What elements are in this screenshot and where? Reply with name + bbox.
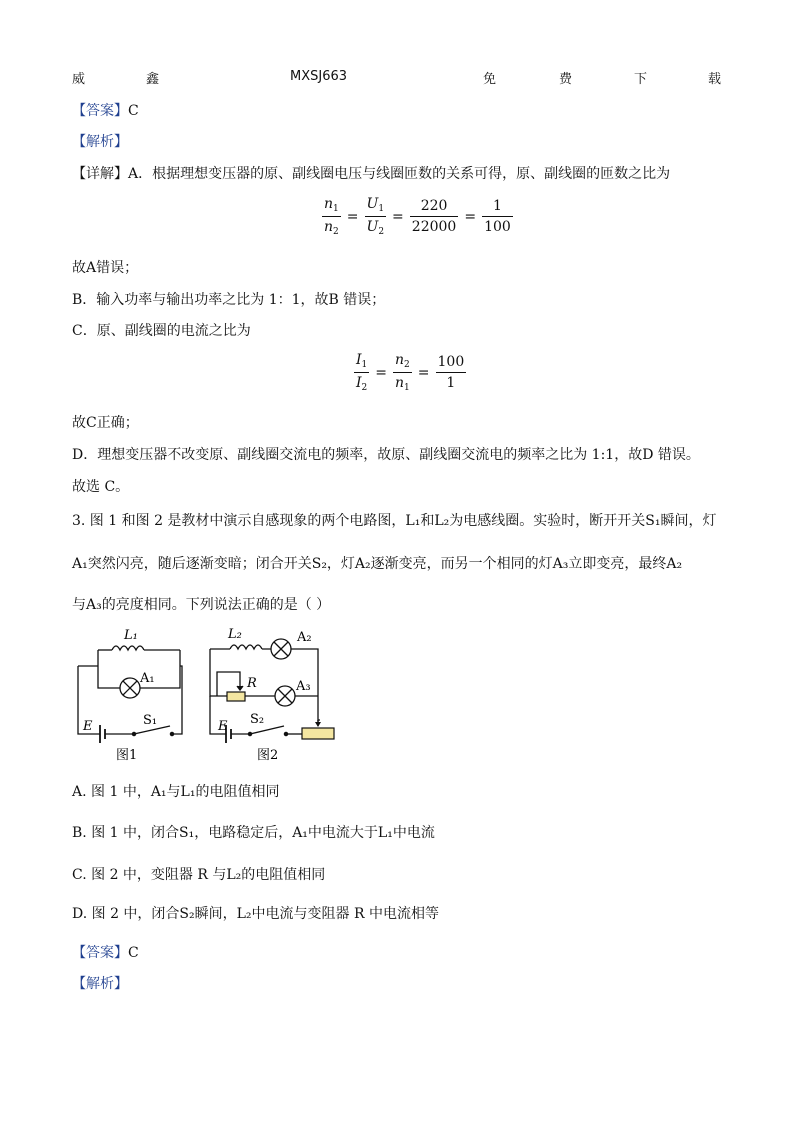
- label-L2: L₂: [228, 627, 242, 642]
- label-E1: E: [83, 719, 93, 734]
- rheostat-resistor: [227, 692, 245, 701]
- fraction: $\frac{220}{22000}$: [411, 198, 457, 235]
- fraction: $\frac{100}{1}$: [437, 354, 465, 391]
- header-char: 费: [559, 72, 573, 87]
- label-A3: A₃: [296, 679, 311, 694]
- detail-label: 【详解】: [72, 166, 128, 182]
- detail-line: [72, 163, 670, 183]
- figure2-caption: 图2: [257, 748, 279, 763]
- analysis-label: 【解析】: [72, 976, 128, 992]
- question-text: A₁突然闪亮，随后逐渐变暗；闭合开关S₂，灯A₂逐渐变亮，而另一个相同的灯A₃立即变亮，最终A₂: [72, 556, 683, 572]
- text-line: B．输入功率与输出功率之比为 1：1，故B 错误；: [72, 292, 386, 308]
- header-char: 下: [634, 72, 648, 87]
- circuit-figures: [70, 622, 350, 764]
- detail-text: A．根据理想变压器的原、副线圈电压与线圈匝数的关系可得，原、副线圈的匝数之比为: [128, 166, 671, 182]
- fraction: $\frac{I_1}{I_2}$: [356, 352, 368, 393]
- label-S1: S₁: [143, 713, 158, 728]
- label-R: R: [247, 676, 257, 691]
- fraction: $\frac{1}{100}$: [484, 198, 511, 235]
- header-char: 鑫: [146, 72, 160, 87]
- answer-value: C: [128, 945, 139, 961]
- analysis-label: 【解析】: [72, 134, 128, 150]
- label-L1: L₁: [124, 628, 138, 643]
- header-char: 载: [708, 72, 722, 87]
- text-line: 故选 C。: [72, 479, 130, 495]
- equation-turns-ratio: $\frac{n_1}{n_2}$ = $\frac{U_1}{U_2}$ = $\frac{220}{22000}$ = $\frac{1}{100}$: [324, 196, 511, 237]
- label-S2: S₂: [250, 712, 265, 727]
- label-A2: A₂: [297, 630, 312, 645]
- text-line: 故A错误；: [72, 260, 139, 276]
- text-line: 故C正确；: [72, 415, 139, 431]
- header-code: MXSJ663: [290, 69, 348, 84]
- option-a: A. 图 1 中，A₁与L₁的电阻值相同: [72, 784, 280, 800]
- text-line: C．原、副线圈的电流之比为: [72, 323, 251, 339]
- option-c: C. 图 2 中，变阻器 R 与L₂的电阻值相同: [72, 867, 326, 883]
- fraction: $\frac{n_1}{n_2}$: [324, 196, 339, 237]
- answer-line: [72, 100, 139, 120]
- header-char: 威: [72, 72, 86, 87]
- option-b: B. 图 1 中，闭合S₁，电路稳定后，A₁中电流大于L₁中电流: [72, 825, 435, 841]
- label-A1: A₁: [140, 671, 155, 686]
- answer-label: 【答案】: [72, 103, 128, 119]
- slide-rheostat: [302, 728, 334, 739]
- fraction: $\frac{U_1}{U_2}$: [366, 196, 385, 237]
- text-line: D．理想变压器不改变原、副线圈交流电的频率，故原、副线圈交流电的频率之比为 1:1，故D 错误。: [72, 447, 700, 463]
- answer-label: 【答案】: [72, 945, 128, 961]
- header-char: 免: [483, 72, 497, 87]
- answer-value: C: [128, 103, 139, 119]
- fraction: $\frac{n_2}{n_1}$: [395, 352, 410, 393]
- answer-line: [72, 942, 139, 962]
- question-text: 3. 图 1 和图 2 是教材中演示自感现象的两个电路图，L₁和L₂为电感线圈。实验时，断开开关S₁瞬间，灯: [72, 513, 717, 529]
- equation-current-ratio: $\frac{I_1}{I_2}$ = $\frac{n_2}{n_1}$ = $\frac{100}{1}$: [356, 352, 465, 393]
- figure1-caption: 图1: [116, 748, 138, 763]
- question-text: 与A₃的亮度相同。下列说法正确的是（ ）: [72, 597, 331, 613]
- option-d: D. 图 2 中，闭合S₂瞬间，L₂中电流与变阻器 R 中电流相等: [72, 906, 439, 922]
- label-E2: E: [218, 719, 228, 734]
